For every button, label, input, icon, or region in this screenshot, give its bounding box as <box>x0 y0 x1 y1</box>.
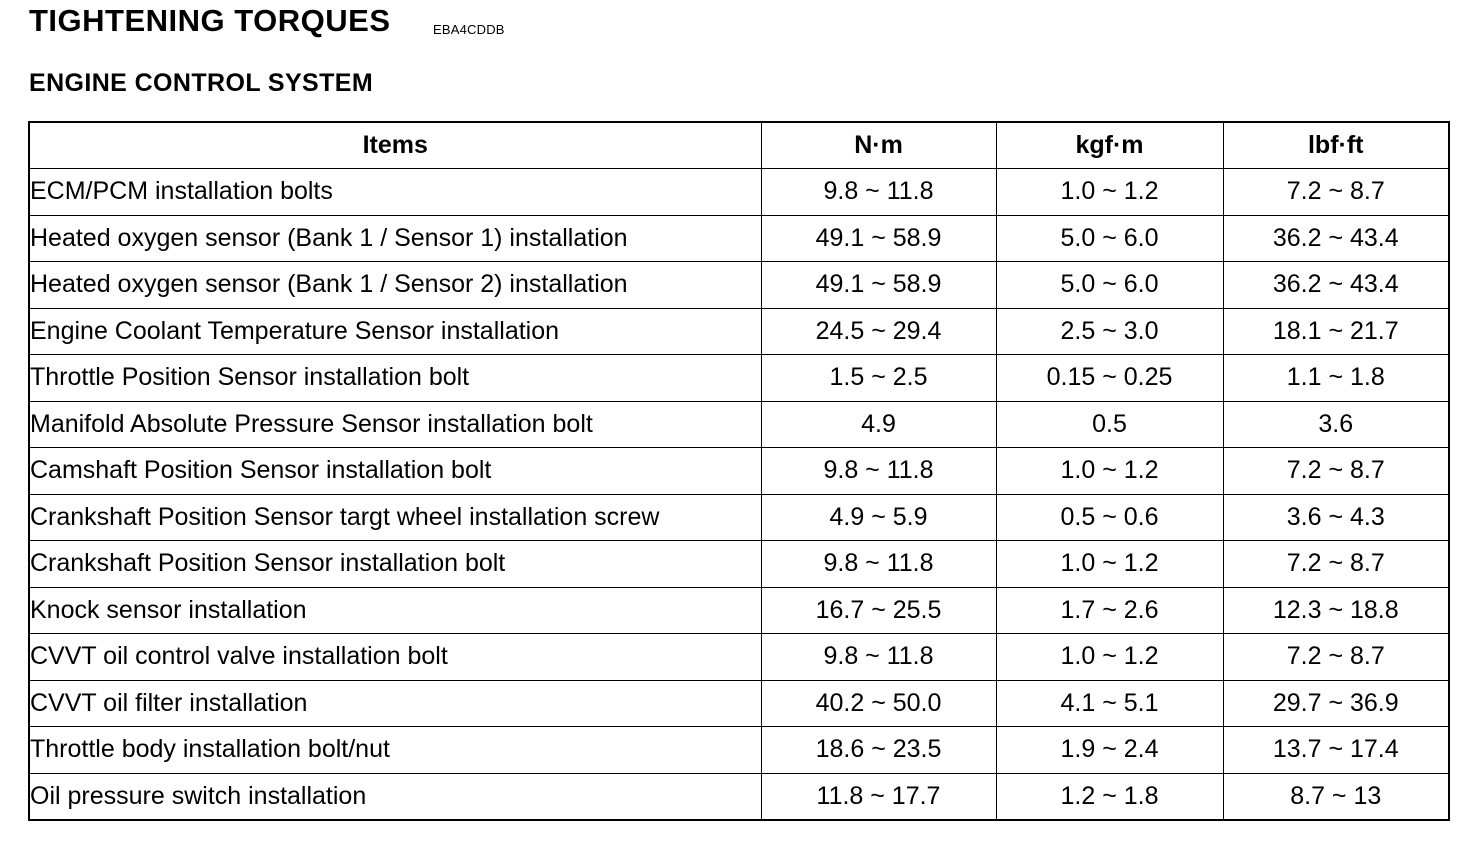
item-cell: Engine Coolant Temperature Sensor installation <box>29 308 761 355</box>
lbfft-cell: 7.2 ~ 8.7 <box>1223 448 1449 495</box>
table-row <box>29 308 1449 355</box>
nm-cell: 9.8 ~ 11.8 <box>761 169 996 216</box>
item-cell: ECM/PCM installation bolts <box>29 169 761 216</box>
lbfft-cell: 3.6 <box>1223 401 1449 448</box>
torque-table <box>28 121 1450 821</box>
kgfm-cell: 1.0 ~ 1.2 <box>996 541 1223 588</box>
item-cell: Throttle body installation bolt/nut <box>29 727 761 774</box>
table-row <box>29 355 1449 402</box>
nm-cell: 1.5 ~ 2.5 <box>761 355 996 402</box>
lbfft-cell: 13.7 ~ 17.4 <box>1223 727 1449 774</box>
kgfm-cell: 1.7 ~ 2.6 <box>996 587 1223 634</box>
kgfm-cell: 4.1 ~ 5.1 <box>996 680 1223 727</box>
kgfm-cell: 0.5 <box>996 401 1223 448</box>
nm-cell: 9.8 ~ 11.8 <box>761 634 996 681</box>
nm-cell: 4.9 <box>761 401 996 448</box>
kgfm-cell: 2.5 ~ 3.0 <box>996 308 1223 355</box>
page-title: TIGHTENING TORQUES <box>29 3 391 38</box>
table-row <box>29 680 1449 727</box>
nm-cell: 4.9 ~ 5.9 <box>761 494 996 541</box>
nm-cell: 49.1 ~ 58.9 <box>761 262 996 309</box>
item-cell: Crankshaft Position Sensor targt wheel installation screw <box>29 494 761 541</box>
item-cell: CVVT oil filter installation <box>29 680 761 727</box>
item-cell: Throttle Position Sensor installation bolt <box>29 355 761 402</box>
item-cell: CVVT oil control valve installation bolt <box>29 634 761 681</box>
item-cell: Camshaft Position Sensor installation bolt <box>29 448 761 495</box>
item-cell: Oil pressure switch installation <box>29 773 761 820</box>
nm-cell: 49.1 ~ 58.9 <box>761 215 996 262</box>
lbfft-cell: 29.7 ~ 36.9 <box>1223 680 1449 727</box>
nm-cell: 18.6 ~ 23.5 <box>761 727 996 774</box>
kgfm-cell: 5.0 ~ 6.0 <box>996 262 1223 309</box>
table-row <box>29 541 1449 588</box>
kgfm-cell: 1.2 ~ 1.8 <box>996 773 1223 820</box>
nm-cell: 11.8 ~ 17.7 <box>761 773 996 820</box>
table-row <box>29 401 1449 448</box>
kgfm-cell: 1.0 ~ 1.2 <box>996 169 1223 216</box>
lbfft-cell: 7.2 ~ 8.7 <box>1223 541 1449 588</box>
lbfft-cell: 7.2 ~ 8.7 <box>1223 169 1449 216</box>
column-header-kgfm: kgf·m <box>996 122 1223 169</box>
lbfft-cell: 3.6 ~ 4.3 <box>1223 494 1449 541</box>
item-cell: Heated oxygen sensor (Bank 1 / Sensor 2) installation <box>29 262 761 309</box>
kgfm-cell: 1.9 ~ 2.4 <box>996 727 1223 774</box>
table-row <box>29 587 1449 634</box>
kgfm-cell: 5.0 ~ 6.0 <box>996 215 1223 262</box>
table-row <box>29 773 1449 820</box>
table-row <box>29 169 1449 216</box>
kgfm-cell: 1.0 ~ 1.2 <box>996 634 1223 681</box>
nm-cell: 9.8 ~ 11.8 <box>761 448 996 495</box>
nm-cell: 9.8 ~ 11.8 <box>761 541 996 588</box>
kgfm-cell: 1.0 ~ 1.2 <box>996 448 1223 495</box>
column-header-lbfft: lbf·ft <box>1223 122 1449 169</box>
table-row <box>29 494 1449 541</box>
section-title: ENGINE CONTROL SYSTEM <box>29 69 374 97</box>
lbfft-cell: 8.7 ~ 13 <box>1223 773 1449 820</box>
table-row <box>29 727 1449 774</box>
nm-cell: 40.2 ~ 50.0 <box>761 680 996 727</box>
column-header-items: Items <box>29 122 761 169</box>
table-header-row <box>29 122 1449 169</box>
lbfft-cell: 7.2 ~ 8.7 <box>1223 634 1449 681</box>
item-cell: Manifold Absolute Pressure Sensor installation bolt <box>29 401 761 448</box>
nm-cell: 24.5 ~ 29.4 <box>761 308 996 355</box>
item-cell: Crankshaft Position Sensor installation bolt <box>29 541 761 588</box>
item-cell: Heated oxygen sensor (Bank 1 / Sensor 1) installation <box>29 215 761 262</box>
item-cell: Knock sensor installation <box>29 587 761 634</box>
lbfft-cell: 18.1 ~ 21.7 <box>1223 308 1449 355</box>
nm-cell: 16.7 ~ 25.5 <box>761 587 996 634</box>
table-row <box>29 634 1449 681</box>
lbfft-cell: 36.2 ~ 43.4 <box>1223 262 1449 309</box>
table-row <box>29 448 1449 495</box>
column-header-nm: N·m <box>761 122 996 169</box>
lbfft-cell: 12.3 ~ 18.8 <box>1223 587 1449 634</box>
kgfm-cell: 0.15 ~ 0.25 <box>996 355 1223 402</box>
table-row <box>29 215 1449 262</box>
table-row <box>29 262 1449 309</box>
lbfft-cell: 36.2 ~ 43.4 <box>1223 215 1449 262</box>
lbfft-cell: 1.1 ~ 1.8 <box>1223 355 1449 402</box>
document-code: EBA4CDDB <box>433 22 505 37</box>
kgfm-cell: 0.5 ~ 0.6 <box>996 494 1223 541</box>
